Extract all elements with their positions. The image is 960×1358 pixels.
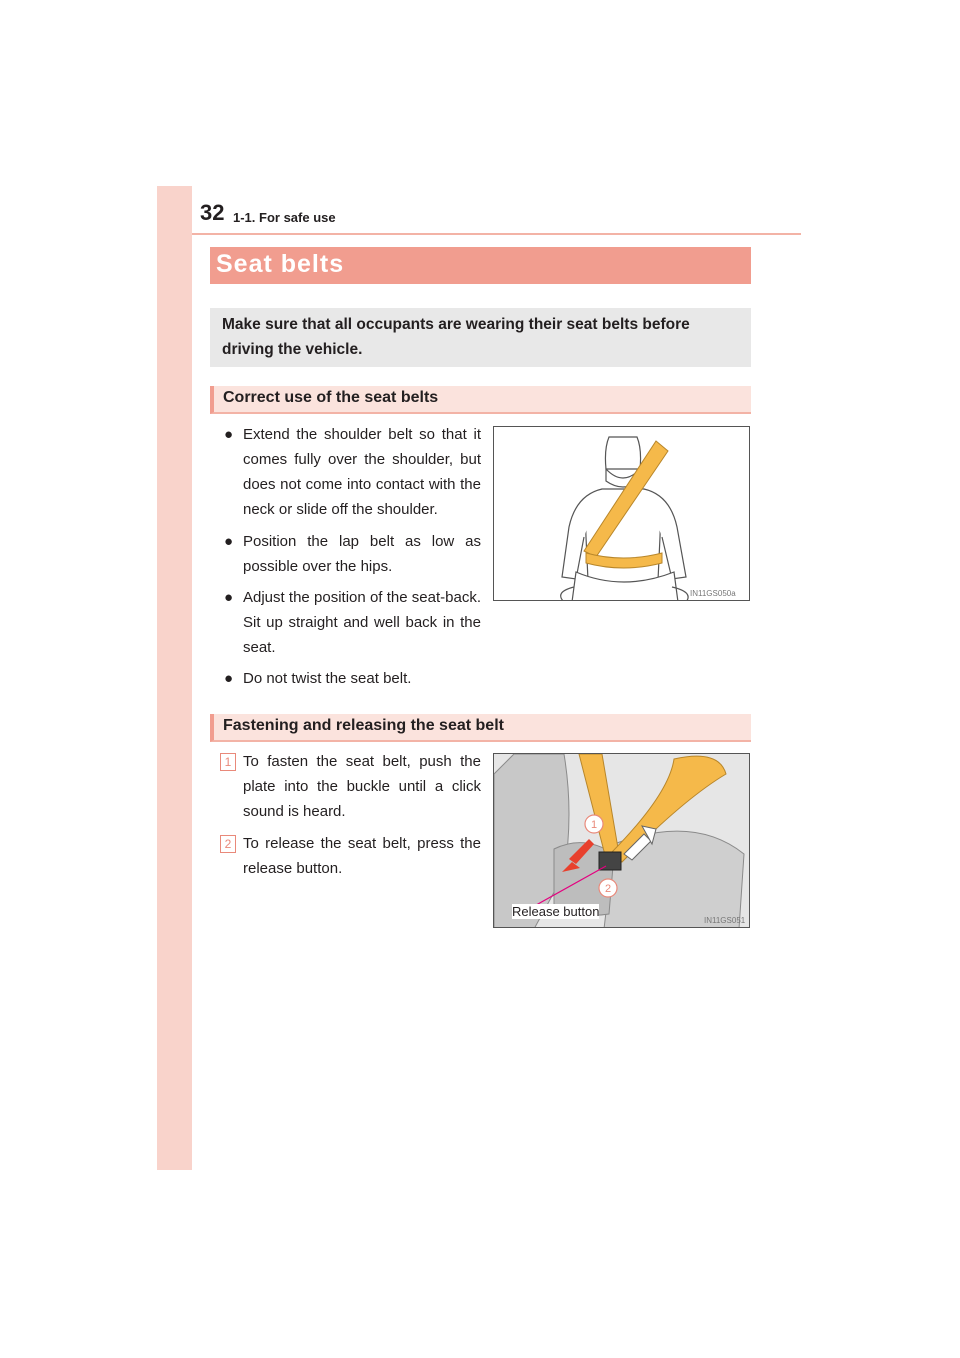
page-title-bar: [210, 247, 751, 284]
buckle-figure: [493, 753, 750, 928]
intro-box: [210, 308, 751, 367]
release-button-label: Release button: [512, 904, 600, 919]
step-number-badge: 1: [220, 753, 236, 771]
side-tab-bar: [157, 186, 192, 1170]
fastening-heading-bar: [210, 714, 751, 742]
bullet-item: [224, 585, 481, 660]
figure-code: IN11GS051: [704, 916, 746, 925]
step-number-badge: 2: [220, 835, 236, 853]
section-label: 1-1. For safe use: [233, 210, 336, 225]
intro-text: Make sure that all occupants are wearing their seat belts before driving the vehicle.: [222, 316, 690, 358]
figure-code: IN11GS050a: [690, 589, 736, 598]
marker-1: 1: [590, 819, 598, 831]
bullet-icon: ●: [224, 426, 234, 443]
bullet-icon: ●: [224, 533, 234, 550]
step-item: [220, 831, 481, 881]
seat-belt-position-figure: [493, 426, 750, 601]
fastening-heading: Fastening and releasing the seat belt: [223, 717, 504, 734]
step-text: To fasten the seat belt, push the plate into the buckle until a click sound is heard.: [243, 753, 481, 820]
bullet-item: [224, 529, 481, 579]
page-number: 32: [200, 200, 225, 225]
bullet-text: Extend the shoulder belt so that it comes fully over the shoulder, but does not come into contact with the neck or slide off the shoulder.: [243, 426, 481, 518]
bullet-item: [224, 666, 481, 691]
correct-use-heading-bar: [210, 386, 751, 414]
seated-person-illustration: [494, 427, 750, 601]
bullet-icon: ●: [224, 589, 234, 606]
seat-buckle-illustration: [494, 754, 750, 928]
header-divider: [192, 233, 801, 235]
bullet-item: [224, 422, 481, 522]
correct-use-heading: Correct use of the seat belts: [223, 389, 439, 406]
bullet-text: Adjust the position of the seat-back. Sit up straight and well back in the seat.: [243, 589, 481, 656]
step-text: To release the seat belt, press the release button.: [243, 835, 481, 877]
bullet-text: Do not twist the seat belt.: [243, 670, 412, 687]
marker-2: 2: [604, 883, 612, 895]
step-item: [220, 749, 481, 824]
bullet-icon: ●: [224, 670, 234, 687]
page-title: Seat belts: [216, 250, 345, 278]
bullet-text: Position the lap belt as low as possible over the hips.: [243, 533, 481, 575]
